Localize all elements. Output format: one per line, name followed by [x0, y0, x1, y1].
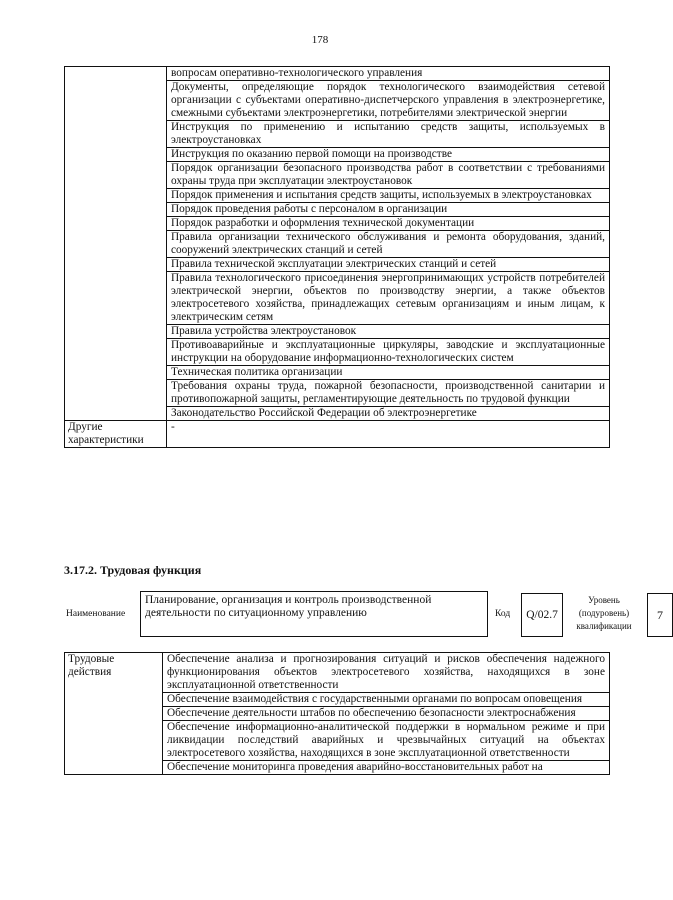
- table-cell: Порядок применения и испытания средств защиты, используемых в электроустановках: [167, 189, 610, 203]
- code-value: Q/02.7: [521, 593, 563, 637]
- name-label: Наименование: [66, 609, 126, 619]
- table-cell: Обеспечение информационно-аналитической поддержки в нормальном режиме и при ликвидации последствий аварийных и чрезвычайных ситуаций на объектах электросетевого хозяйства, находящихся в зоне эксплуатационной ответственности: [163, 721, 610, 761]
- label-cell-empty: [65, 67, 167, 421]
- table-cell: Обеспечение деятельности штабов по обеспечению безопасности электроснабжения: [163, 707, 610, 721]
- table-cell: Требования охраны труда, пожарной безопасности, производственной санитарии и противопожарной защиты, регламентирующие деятельность по трудовой функции: [167, 380, 610, 407]
- table-cell: Противоаварийные и эксплуатационные циркуляры, заводские и эксплуатационные инструкции на оборудование информационно-технологических систем: [167, 339, 610, 366]
- table-row: [65, 421, 610, 448]
- table-cell: Документы, определяющие порядок технологического взаимодействия сетевой организации с субъектами оперативно-диспетчерского управления в электроэнергетике, смежными субъектами электроэнергетики, потребителями электрической энергии: [167, 81, 610, 121]
- table-cell: Техническая политика организации: [167, 366, 610, 380]
- table-cell: Инструкция по оказанию первой помощи на производстве: [167, 148, 610, 162]
- table-cell: Законодательство Российской Федерации об электроэнергетике: [167, 407, 610, 421]
- page-number: 178: [311, 34, 329, 46]
- name-value: Планирование, организация и контроль производственной деятельности по ситуационному управлению: [140, 591, 488, 637]
- table-row: [65, 653, 610, 693]
- table-cell: Порядок разработки и оформления технической документации: [167, 217, 610, 231]
- table-cell: Обеспечение взаимодействия с государственными органами по вопросам оповещения: [163, 693, 610, 707]
- table-cell: Обеспечение мониторинга проведения аварийно-восстановительных работ на: [163, 761, 610, 775]
- table-row: [65, 67, 610, 81]
- other-characteristics-value: -: [167, 421, 610, 448]
- table-cell: Обеспечение анализа и прогнозирования ситуаций и рисков обеспечения надежного функционирования объектов электросетевого хозяйства, находящихся в зоне эксплуатационной ответственности: [163, 653, 610, 693]
- level-value: 7: [647, 593, 673, 637]
- table-cell: Инструкция по применению и испытанию средств защиты, используемых в электроустановках: [167, 121, 610, 148]
- requirements-table: [64, 66, 610, 448]
- table-cell: вопросам оперативно-технологического управления: [167, 67, 610, 81]
- other-characteristics-label: Другие характеристики: [65, 421, 167, 448]
- actions-label: Трудовые действия: [65, 653, 163, 775]
- level-label: Уровень (подуровень) квалификации: [576, 595, 632, 631]
- table-cell: Правила технической эксплуатации электрических станций и сетей: [167, 258, 610, 272]
- table-cell: Правила организации технического обслуживания и ремонта оборудования, зданий, сооружений электрических станций и сетей: [167, 231, 610, 258]
- actions-table: [64, 652, 610, 775]
- table-cell: Порядок организации безопасного производства работ в соответствии с требованиями охраны труда при эксплуатации электроустановок: [167, 162, 610, 189]
- section-title: 3.17.2. Трудовая функция: [64, 563, 202, 577]
- table-cell: Правила устройства электроустановок: [167, 325, 610, 339]
- table-cell: Правила технологического присоединения энергопринимающих устройств потребителей электрической энергии, объектов по производству энергии, а также объектов электросетевого хозяйства, принадлежащих сетевым организациям и иным лицам, к электрическим сетям: [167, 272, 610, 325]
- code-label: Код: [495, 609, 511, 619]
- table-cell: Порядок проведения работы с персоналом в организации: [167, 203, 610, 217]
- function-header: [64, 591, 663, 641]
